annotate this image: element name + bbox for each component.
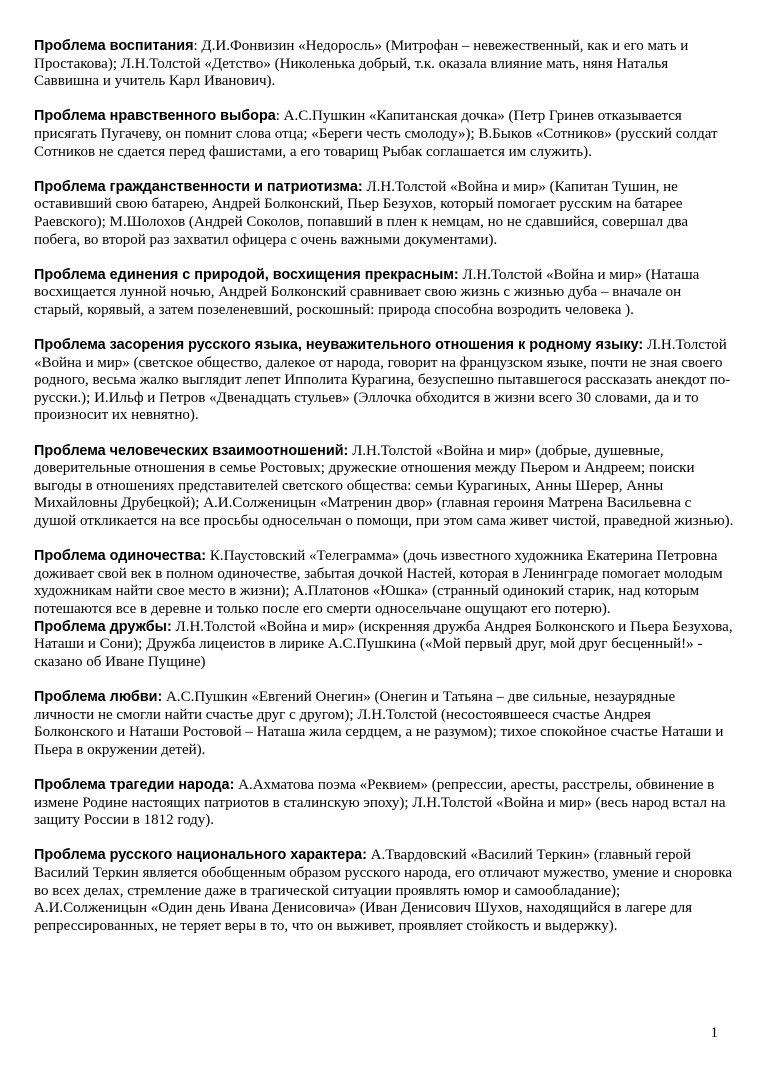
section-text: Л.Н.Толстой «Война и мир» (искренняя дружба Андрея Болконского и Пьера Безухова, Наташи и Сони); Дружба лицеистов в лирике А.С.Пушкина («Мой первый друг, мой друг бесценный!» - сказано об Иване Пущине) xyxy=(34,618,733,670)
section-heading: Проблема гражданственности и патриотизма: xyxy=(34,178,363,195)
section-text: Л.Н.Толстой «Война и мир» (Наташа восхищается лунной ночью, Андрей Болконский сравнивает свою жизнь с жизнью дуба – вначале он старый, корявый, а затем позеленевший, роскошный: природа способна возродить человека ). xyxy=(34,266,700,318)
section-text: А.С.Пушкин «Евгений Онегин» (Онегин и Татьяна – две сильные, незаурядные личности не смогли найти счастье друг с другом); Л.Н.Толстой (несостоявшееся счастье Андрея Болконского и Наташи Ростовой – Наташа жила сердцем, а не разумом); тихое спокойное счастье Наташи и Пьера в окружении детей). xyxy=(34,688,724,758)
section-upbringing xyxy=(34,38,734,91)
section-patriotism xyxy=(34,179,734,249)
section-language xyxy=(34,337,734,425)
section-heading: Проблема нравственного выбора xyxy=(34,108,276,125)
document-page xyxy=(34,38,734,953)
section-friendship xyxy=(34,619,734,672)
section-nature xyxy=(34,267,734,320)
section-text: Д.И.Фонвизин «Недоросль» (Митрофан – невежественный, как и его мать и Простакова); Л.Н.Толстой «Детство» (Николенька добрый, т.к. оказала влияние мать, няня Наталья Саввишна и учитель Карл Иванович). xyxy=(34,38,689,90)
section-text: А.С.Пушкин «Капитанская дочка» (Петр Гринев отказывается присягать Пугачеву, он помнит слова отца; «Береги честь смолоду»); В.Быков «Сотников» (русский солдат Сотников не сдается перед фашистами, а его товарищ Рыбак соглашается им служить). xyxy=(34,108,718,160)
section-heading: Проблема любви: xyxy=(34,688,163,705)
section-heading: Проблема русского национального характера: xyxy=(34,847,367,864)
section-heading: Проблема единения с природой, восхищения прекрасным: xyxy=(34,266,459,283)
section-loneliness xyxy=(34,548,734,618)
section-text: К.Паустовский «Телеграмма» (дочь известного художника Екатерина Петровна доживает свой век в полном одиночестве, забытая дочкой Настей, которая в Ленинграде помогает молодым художникам найти свое место в жизни); А.Платонов «Юшка» (странный одинокий старик, над которым потешаются все в деревне и только после его смерти односельчане ощущают его потерю). xyxy=(34,548,723,617)
page-number: 1 xyxy=(710,1025,718,1041)
section-heading: Проблема человеческих взаимоотношений: xyxy=(34,442,349,459)
section-heading: Проблема дружбы: xyxy=(34,618,172,635)
section-tragedy xyxy=(34,777,734,830)
section-text: Л.Н.Толстой «Война и мир» (светское общество, далекое от народа, говорит на французском языке, почти не зная своего родного, весьма жалко выглядит лепет Ипполита Курагина, безуспешно пытавшегося рассказать анекдот по-русски.); И.Ильф и Петров «Двенадцать стульев» (Эллочка обходится в жизни всего 30 словами, да и то произносит их невнятно). xyxy=(34,337,731,424)
section-moral-choice xyxy=(34,108,734,161)
section-heading: Проблема трагедии народа: xyxy=(34,776,235,793)
section-heading: Проблема воспитания xyxy=(34,38,194,54)
section-love xyxy=(34,689,734,759)
section-text: А.Твардовский «Василий Теркин» (главный герой Василий Теркин является обобщенным образом русского народа, его отличают мужество, умение и сноровка во всех делах, стремление даже в трагической ситуации проявлять юмор и самообладание); А.И.Солженицын «Один день Ивана Денисовича» (Иван Денисович Шухов, находящийся в лагере для репрессированных, не теряет веры в то, что он выживет, проявляет стойкость и выдержку). xyxy=(34,847,733,934)
section-heading: Проблема одиночества: xyxy=(34,548,207,565)
section-text: Л.Н.Толстой «Война и мир» (добрые, душевные, доверительные отношения в семье Ростовых; дружеские отношения между Пьером и Андреем; поиски выгоды в отношениях представителей светского общества: семьи Курагиных, Анны Шерер, Анны Михайловны Друбецкой); А.И.Солженицын «Матренин двор» (главная героиня Матрена Васильевна с душой откликается на все просьбы односельчан о помощи, при этом сама живет чистой, праведной жизнью). xyxy=(34,442,734,530)
section-heading: Проблема засорения русского языка, неуважительного отношения к родному языку: xyxy=(34,337,644,354)
section-text: Л.Н.Толстой «Война и мир» (Капитан Тушин, не оставивший свою батарею, Андрей Болконский, Пьер Безухов, который помогает русским на батарее Раевского); М.Шолохов (Андрей Соколов, попавший в плен к немцам, но не сдавшийся, совершал два побега, во второй раз захватил офицера с очень важными документами). xyxy=(34,178,689,248)
section-text: А.Ахматова поэма «Реквием» (репрессии, аресты, расстрелы, обвинение в измене Родине настоящих патриотов в сталинскую эпоху); Л.Н.Толстой «Война и мир» (весь народ встал на защиту России в 1812 году). xyxy=(34,776,726,829)
heading-separator: : xyxy=(275,108,284,125)
section-national-character xyxy=(34,847,734,935)
heading-separator: : xyxy=(193,38,202,54)
section-relationships xyxy=(34,443,734,531)
